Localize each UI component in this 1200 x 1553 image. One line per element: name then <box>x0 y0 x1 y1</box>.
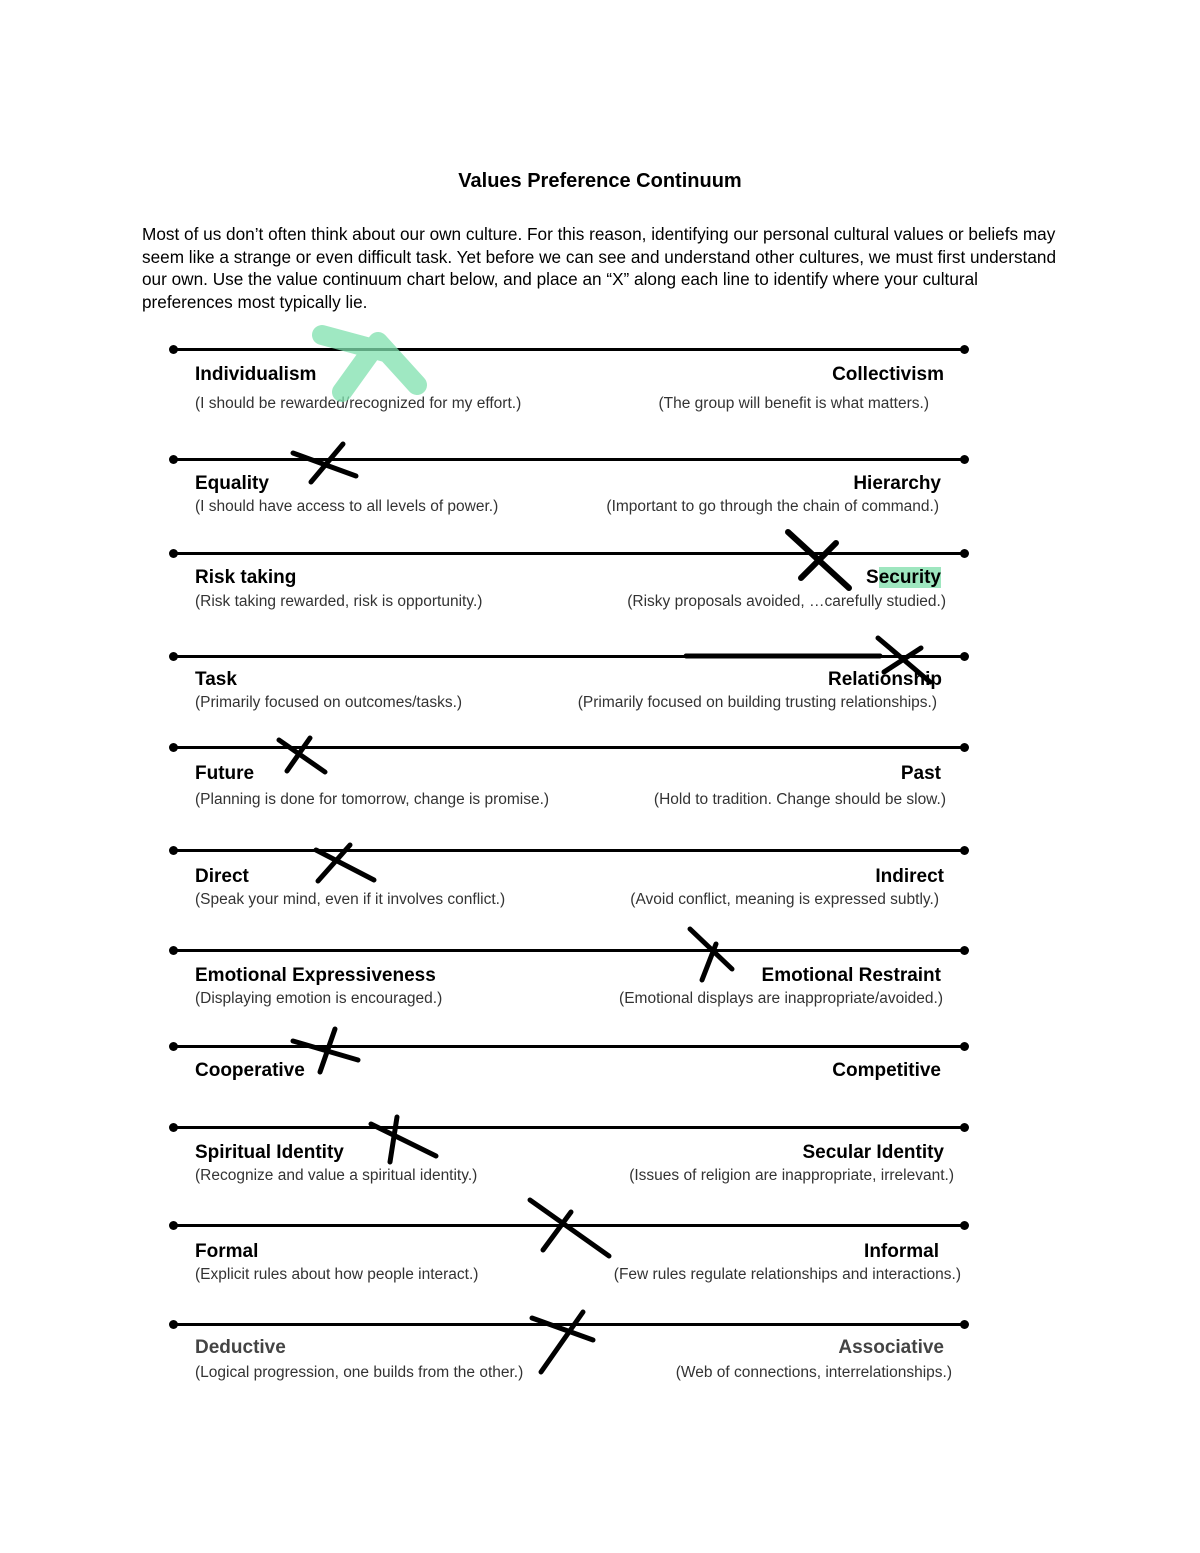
right-label-prefix: S <box>866 567 879 588</box>
highlighted-text: ecurity <box>878 567 941 588</box>
left-value-label: Risk taking <box>195 567 297 588</box>
x-mark-2 <box>788 532 849 588</box>
right-value-label: Informal <box>864 1241 939 1262</box>
left-value-label: Equality <box>195 473 269 494</box>
right-value-label: Associative <box>838 1337 944 1358</box>
right-value-description: (Important to go through the chain of command.) <box>606 498 939 515</box>
right-value-label: Competitive <box>832 1060 941 1081</box>
right-value-label: Collectivism <box>832 364 944 385</box>
right-value-description: (Avoid conflict, meaning is expressed subtly.) <box>630 891 939 908</box>
right-value-label: Indirect <box>875 866 944 887</box>
left-value-label: Emotional Expressiveness <box>195 965 436 986</box>
right-value-description: (The group will benefit is what matters.) <box>658 395 929 412</box>
x-mark-10 <box>532 1312 593 1372</box>
right-value-description: (Web of connections, interrelationships.) <box>675 1364 952 1381</box>
left-value-label: Future <box>195 763 255 784</box>
x-mark-0 <box>322 335 417 392</box>
left-value-description: (Displaying emotion is encouraged.) <box>195 990 443 1007</box>
left-value-label: Cooperative <box>195 1060 305 1081</box>
right-value-description: (Hold to tradition. Change should be slow.) <box>653 791 946 808</box>
right-value-description: (Issues of religion are inappropriate, irrelevant.) <box>629 1167 954 1184</box>
left-value-description: (Speak your mind, even if it involves conflict.) <box>195 891 506 908</box>
x-mark-6 <box>690 929 732 980</box>
right-value-description: (Few rules regulate relationships and interactions.) <box>613 1266 961 1283</box>
intro-paragraph: Most of us don’t often think about our own culture. For this reason, identifying our personal cultural values or beliefs may seem like a strange or even difficult task. Yet before we can see and understand other cultures, we must first understand our own. Use the value continuum chart below, and place an “X” along each line to identify where your cultural preferences most typically lie. <box>142 224 1056 313</box>
left-value-description: (Primarily focused on outcomes/tasks.) <box>195 694 463 711</box>
left-value-label: Direct <box>195 866 249 887</box>
left-value-description: (Logical progression, one builds from the other.) <box>195 1364 524 1381</box>
right-value-label: Relationship <box>827 669 942 690</box>
left-value-label: Spiritual Identity <box>195 1142 344 1163</box>
left-value-label: Deductive <box>195 1337 286 1358</box>
x-mark-5 <box>316 845 374 881</box>
x-mark-3 <box>686 638 930 682</box>
x-mark-8 <box>371 1117 436 1162</box>
right-value-label: Past <box>900 763 941 784</box>
x-mark-1 <box>293 444 356 482</box>
left-value-description: (Planning is done for tomorrow, change is promise.) <box>195 791 550 808</box>
right-value-label: Emotional Restraint <box>761 965 941 986</box>
x-mark-9 <box>530 1200 609 1256</box>
x-mark-7 <box>293 1029 358 1072</box>
left-value-label: Task <box>195 669 237 690</box>
left-value-description: (I should be rewarded/recognized for my effort.) <box>195 395 522 412</box>
right-value-label: Hierarchy <box>853 473 941 494</box>
left-value-description: (Recognize and value a spiritual identity.) <box>195 1167 478 1184</box>
left-value-label: Formal <box>195 1241 259 1262</box>
left-value-description: (Risk taking rewarded, risk is opportunity.) <box>195 593 483 610</box>
right-value-description: (Emotional displays are inappropriate/avoided.) <box>619 990 943 1007</box>
x-mark-4 <box>279 738 325 772</box>
right-value-description: (Primarily focused on building trusting relationships.) <box>577 694 937 711</box>
right-value-description: (Risky proposals avoided, …carefully studied.) <box>627 593 946 610</box>
right-value-label: Secular Identity <box>802 1142 944 1163</box>
left-value-description: (Explicit rules about how people interact.) <box>195 1266 479 1283</box>
left-value-description: (I should have access to all levels of power.) <box>195 498 499 515</box>
page-title: Values Preference Continuum <box>458 170 742 192</box>
left-value-label: Individualism <box>195 364 317 385</box>
